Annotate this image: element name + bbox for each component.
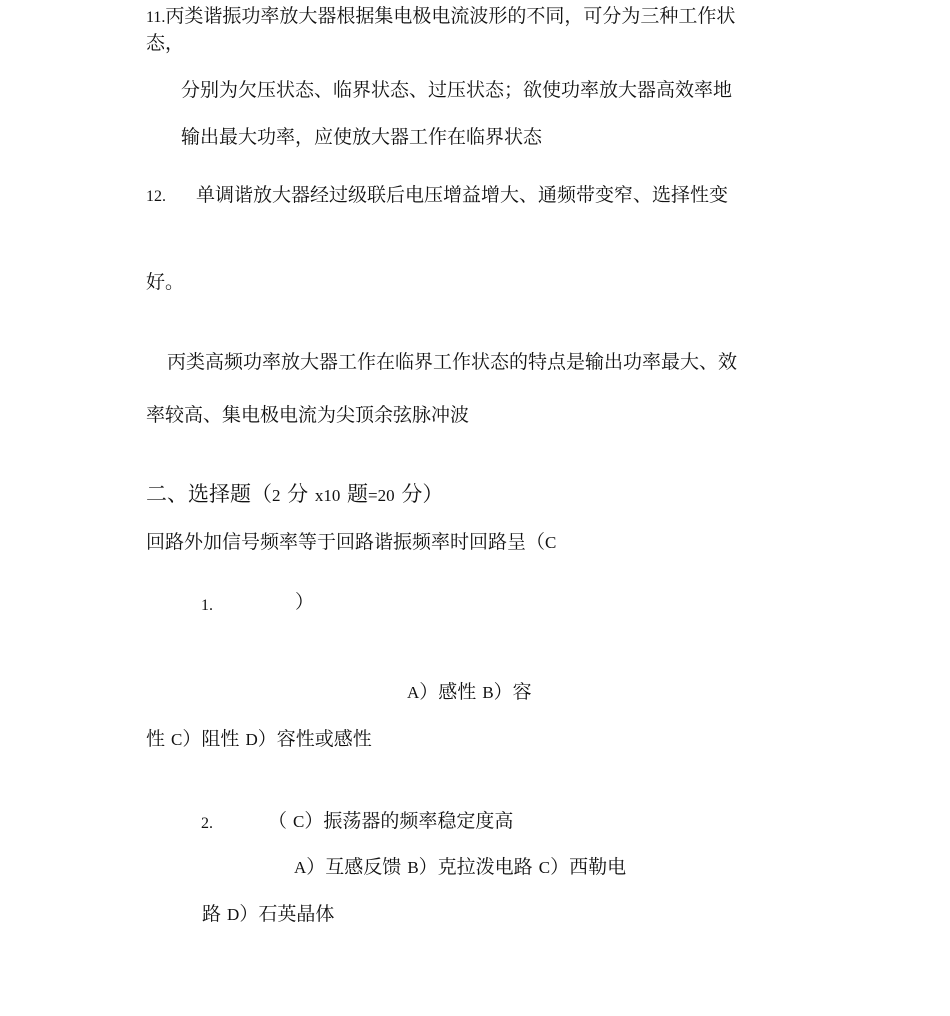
q11-line2: 态， bbox=[146, 32, 185, 54]
q12-line2: 好。 bbox=[146, 271, 185, 293]
mc1-options-line1: A）感性 B）容 bbox=[407, 681, 532, 703]
mc1-number: 1. bbox=[201, 597, 213, 614]
mc2-options-line1: A）互感反馈 B）克拉泼电路 C）西勒电 bbox=[294, 856, 627, 878]
mc1-options-line2: 性 C）阻性 D）容性或感性 bbox=[146, 728, 372, 750]
mc1-stem: 回路外加信号频率等于回路谐振频率时回路呈（C bbox=[146, 531, 557, 553]
q11-line3: 分别为欠压状态、临界状态、过压状态；欲使功率放大器高效率地 bbox=[181, 79, 733, 101]
mc2-number: 2. bbox=[201, 815, 213, 832]
q11-line4: 输出最大功率，应使放大器工作在临界状态 bbox=[181, 126, 543, 148]
mc2-stem: （ C）振荡器的频率稳定度高 bbox=[268, 810, 514, 832]
q13-line2: 率较高、集电极电流为尖顶余弦脉冲波 bbox=[146, 404, 470, 426]
q12-text-1: 单调谐放大器经过级联后电压增益增大、通频带变窄、选择性变 bbox=[196, 184, 729, 206]
q12-number: 12. bbox=[146, 188, 166, 205]
q11-line1 bbox=[146, 4, 735, 30]
section2-title: 二、选择题（2 分 x10 题=20 分） bbox=[146, 482, 444, 506]
mc2-answer: C bbox=[293, 812, 305, 831]
mc1-close: ） bbox=[295, 591, 315, 613]
q11-number: 11. bbox=[146, 9, 166, 26]
q11-text-1: 丙类谐振功率放大器根据集电极电流波形的不同，可分为三种工作状 bbox=[165, 5, 736, 27]
mc1-answer: C bbox=[545, 533, 557, 552]
q13-line1: 丙类高频功率放大器工作在临界工作状态的特点是输出功率最大、效 bbox=[167, 351, 738, 373]
q12-line1 bbox=[146, 183, 728, 209]
mc2-options-line2: 路 D）石英晶体 bbox=[202, 903, 335, 925]
